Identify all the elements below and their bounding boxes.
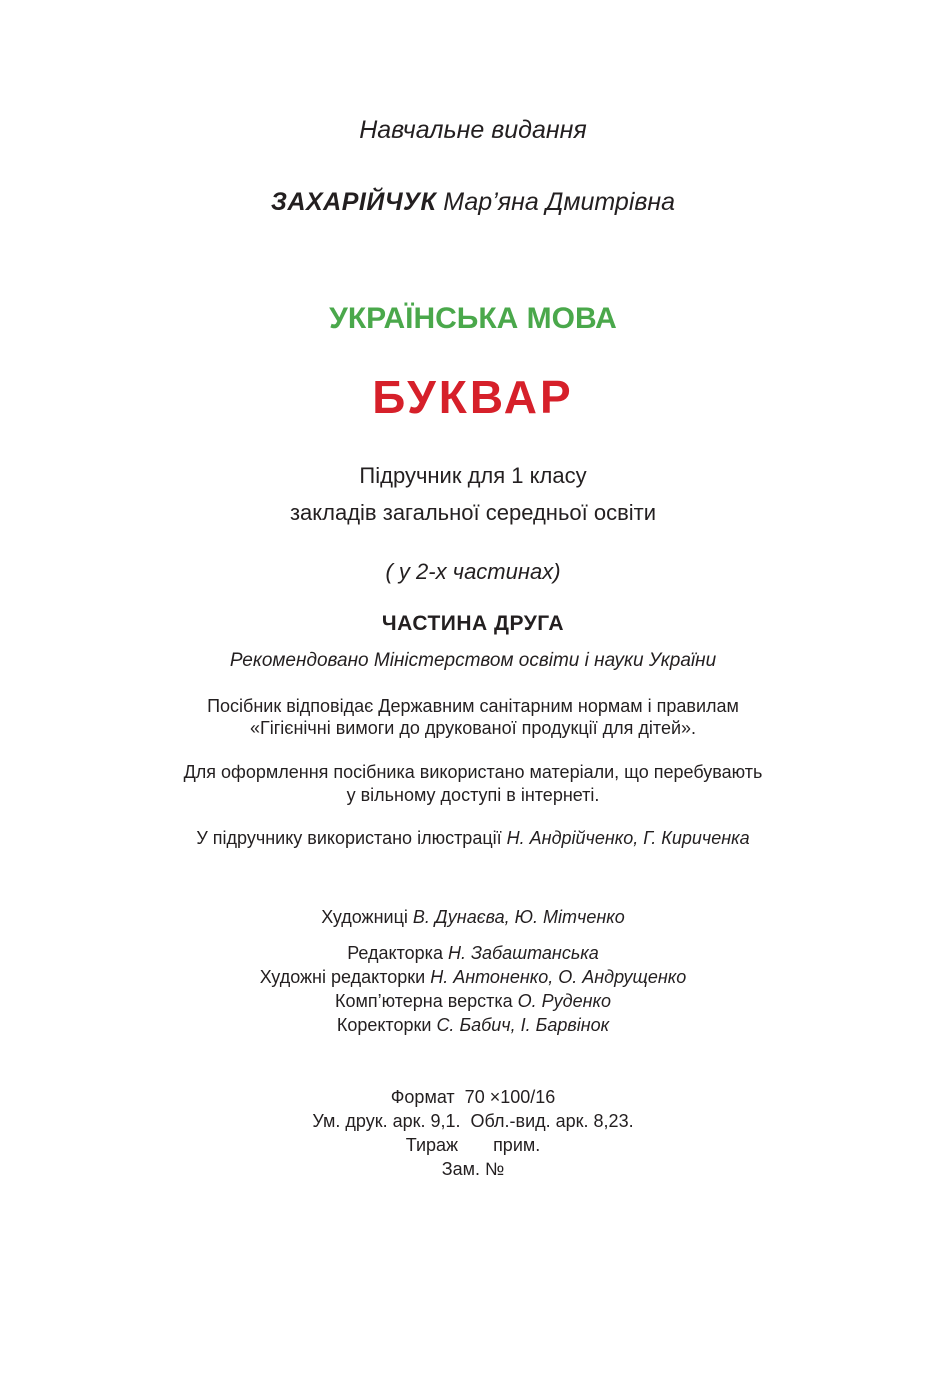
artists-credit xyxy=(0,907,946,928)
proofreaders-credit xyxy=(0,1015,946,1036)
imprint-print-run: Тираж прим. xyxy=(405,1135,541,1155)
art-editors-label: Художні редакторки xyxy=(259,967,426,987)
imprint-format: Формат 70 ×100/16 xyxy=(390,1087,556,1107)
sanitary-note-line-2: «Гігієнічні вимоги до друкованої продукції для дітей». xyxy=(249,718,697,738)
layout-names: О. Руденко xyxy=(517,991,612,1011)
editor-credit xyxy=(0,943,946,964)
imprint-order-number: Зам. № xyxy=(441,1159,505,1179)
materials-note-line-1: Для оформлення посібника використано матеріали, що перебувають xyxy=(183,762,763,782)
description-line-1: Підручник для 1 класу xyxy=(359,463,587,488)
illustrations-names: Н. Андрійченко, Г. Кириченка xyxy=(506,828,750,848)
author-surname: ЗАХАРІЙЧУК xyxy=(270,188,437,216)
proofreaders-label: Коректорки xyxy=(336,1015,432,1035)
author-given-names: Мар’яна Дмитрівна xyxy=(443,188,676,216)
sanitary-note-line-1: Посібник відповідає Державним санітарним нормам і правилам xyxy=(207,696,739,716)
recommendation-note: Рекомендовано Міністерством освіти і науки України xyxy=(229,650,717,671)
author-line xyxy=(0,188,946,217)
artists-names: В. Дунаєва, Ю. Мітченко xyxy=(412,907,625,927)
book-title: БУКВАР xyxy=(372,371,574,423)
edition-type: Навчальне видання xyxy=(359,116,587,144)
art-editors-names: Н. Антоненко, О. Андрущенко xyxy=(430,967,687,987)
subject-title: УКРАЇНСЬКА МОВА xyxy=(329,302,617,335)
editor-names: Н. Забаштанська xyxy=(447,943,599,963)
imprint-sheets: Ум. друк. арк. 9,1. Обл.-вид. арк. 8,23. xyxy=(312,1111,634,1131)
parts-note: ( у 2-х частинах) xyxy=(385,559,561,584)
proofreaders-names: С. Бабич, І. Барвінок xyxy=(436,1015,610,1035)
description-line-2: закладів загальної середньої освіти xyxy=(289,500,657,525)
illustrations-credit xyxy=(0,828,946,849)
artists-label: Художниці xyxy=(321,907,408,927)
art-editors-credit xyxy=(0,967,946,988)
editor-label: Редакторка xyxy=(347,943,443,963)
layout-credit xyxy=(0,991,946,1012)
illustrations-label: У підручнику використано ілюстрації xyxy=(196,828,502,848)
part-name: ЧАСТИНА ДРУГА xyxy=(381,612,565,635)
layout-label: Комп’ютерна верстка xyxy=(334,991,513,1011)
materials-note-line-2: у вільному доступі в інтернеті. xyxy=(346,785,600,805)
